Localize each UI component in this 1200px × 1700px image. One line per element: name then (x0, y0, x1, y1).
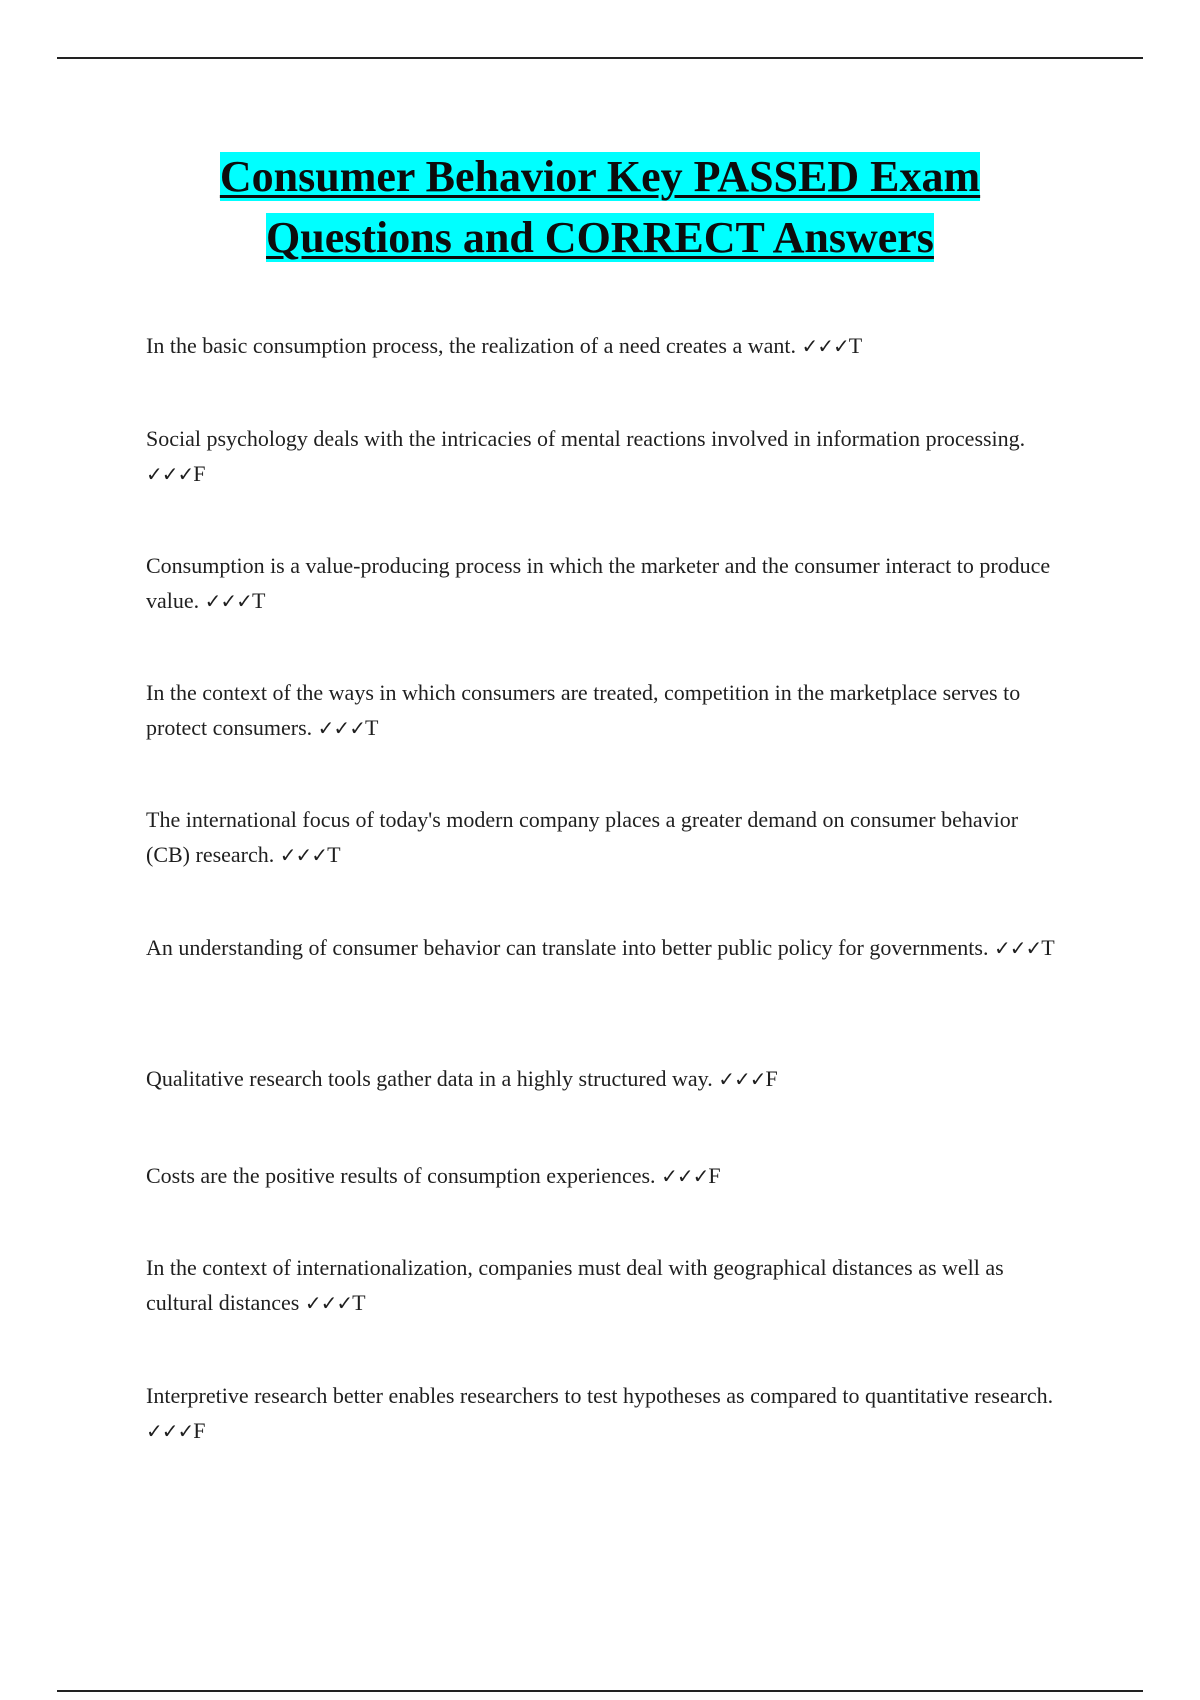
qa-item-3 (146, 548, 1066, 619)
question-text: Consumption is a value-producing process in which the marketer and the consumer interact to produce value. (146, 553, 1051, 613)
qa-item-9 (146, 1250, 1066, 1321)
qa-item-4 (146, 675, 1066, 746)
check-marks-icon: ✓✓✓ (801, 334, 849, 358)
qa-item-6 (146, 930, 1066, 966)
question-text: An understanding of consumer behavior can translate into better public policy for governments. (146, 935, 989, 960)
qa-item-8 (146, 1158, 1066, 1194)
answer-text: T (1041, 935, 1055, 960)
question-text: In the context of the ways in which consumers are treated, competition in the marketplace serves to protect consumers. (146, 680, 1021, 740)
title-line-2: Questions and CORRECT Answers (266, 213, 934, 262)
qa-item-2 (146, 421, 1066, 492)
question-text: Interpretive research better enables researchers to test hypotheses as compared to quantitative research. (146, 1383, 1054, 1408)
answer-text: F (708, 1163, 721, 1188)
top-rule (57, 57, 1143, 59)
check-marks-icon: ✓✓✓ (317, 716, 365, 740)
question-text: Qualitative research tools gather data in a highly structured way. (146, 1066, 713, 1091)
answer-text: T (251, 588, 266, 613)
qa-item-1 (146, 328, 1066, 364)
qa-item-10 (146, 1378, 1066, 1449)
question-text: In the context of internationalization, companies must deal with geographical distances as well as cultural distances (146, 1255, 1004, 1315)
answer-text: F (193, 1418, 206, 1443)
check-marks-icon: ✓✓✓ (304, 1291, 353, 1315)
title-line-1: Consumer Behavior Key PASSED Exam (219, 152, 981, 201)
answer-text: T (327, 842, 341, 867)
answer-text: T (364, 715, 379, 740)
question-text: Social psychology deals with the intricacies of mental reactions involved in information processing. (146, 426, 1026, 451)
document-title (0, 146, 1200, 268)
check-marks-icon: ✓✓✓ (204, 589, 252, 613)
qa-item-7 (146, 1061, 1066, 1097)
answer-text: T (352, 1290, 366, 1315)
answer-text: T (848, 333, 863, 358)
qa-item-5 (146, 802, 1066, 873)
question-text: The international focus of today's modern company places a greater demand on consumer behavior (CB) research. (146, 807, 1019, 867)
answer-text: F (765, 1066, 778, 1091)
check-marks-icon: ✓✓✓ (718, 1067, 766, 1091)
question-text: Costs are the positive results of consumption experiences. (146, 1163, 656, 1188)
check-marks-icon: ✓✓✓ (146, 1419, 194, 1443)
check-marks-icon: ✓✓✓ (146, 462, 194, 486)
answer-text: F (193, 461, 206, 486)
bottom-rule (57, 1690, 1143, 1692)
check-marks-icon: ✓✓✓ (993, 936, 1042, 960)
check-marks-icon: ✓✓✓ (279, 843, 328, 867)
question-text: In the basic consumption process, the realization of a need creates a want. (146, 333, 796, 358)
check-marks-icon: ✓✓✓ (661, 1164, 709, 1188)
